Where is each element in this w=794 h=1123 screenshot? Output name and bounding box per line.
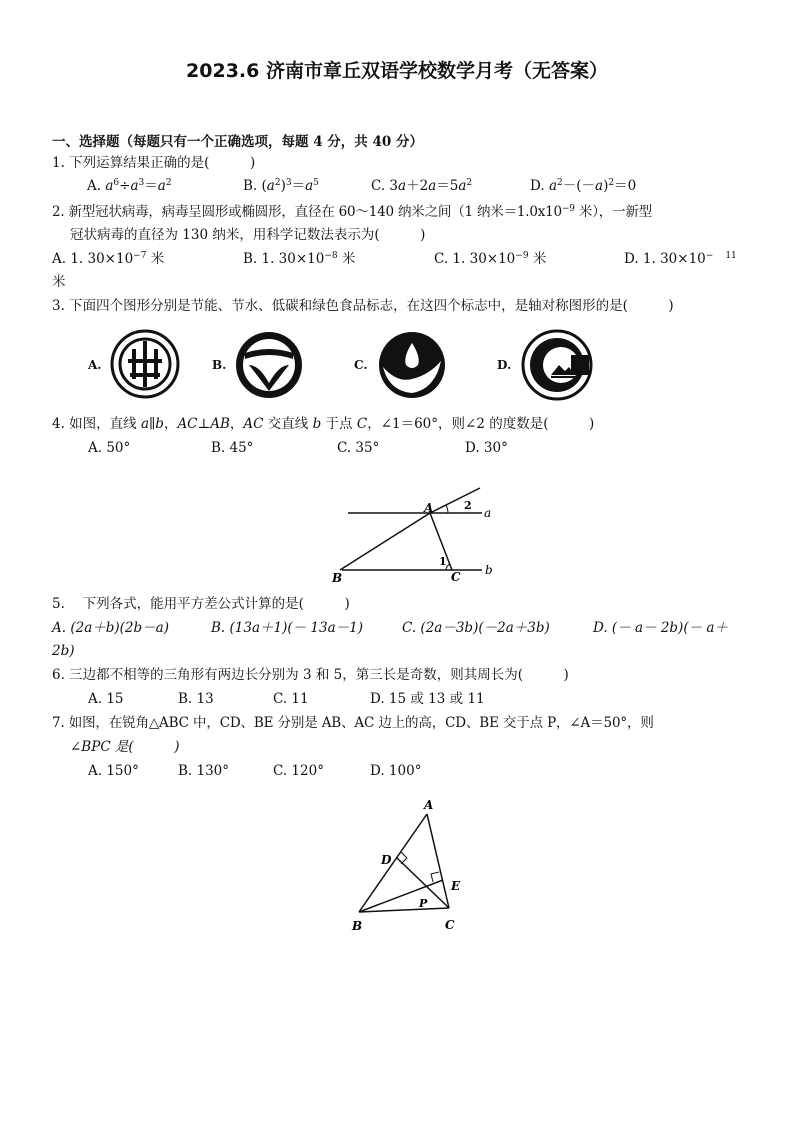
- label-A: A: [424, 501, 434, 515]
- label-E: E: [451, 879, 461, 893]
- q7-option-d: D. 100°: [370, 763, 422, 779]
- q4-figure: [330, 478, 510, 588]
- page-title: 2023.6 济南市章丘双语学校数学月考（无答案）: [186, 60, 608, 82]
- section-heading: 一、选择题（每题只有一个正确选项，每题 4 分，共 40 分）: [52, 134, 423, 150]
- q3-label-c: C.: [354, 358, 368, 372]
- q2-option-a: A. 1. $30\times 10^{-7}$ 米: [52, 251, 165, 267]
- q7-option-b: B. 130°: [178, 763, 230, 779]
- question-2-line-1: 2. 新型冠状病毒，病毒呈圆形或椭圆形，直径在 60～140 纳米之间（1 纳米$=1.0x10^{-9}$ 米），一新型: [52, 204, 652, 220]
- q6-option-b: B. 13: [178, 691, 214, 707]
- label-B: B: [332, 571, 343, 585]
- segment-ac: [427, 814, 449, 908]
- q4-option-d: D. 30°: [465, 440, 508, 456]
- q2-option-c: C. 1. $30\times 10^{-9}$ 米: [434, 251, 547, 267]
- q7-option-a: A. 150°: [88, 763, 139, 779]
- label-line-a: a: [484, 506, 492, 520]
- q1-option-d: D. $a^2-(-a)^2=0$: [530, 178, 637, 194]
- question-6-stem: 6. 三边都不相等的三角形有两边长分别为 3 和 5，第三长是奇数，则其周长为( ): [52, 667, 569, 683]
- q5-option-d: D. (－ a－ 2b)(－ a＋: [593, 620, 728, 636]
- segment-bc: [359, 908, 449, 912]
- q3-label-a: A.: [88, 358, 102, 372]
- question-3-stem: 3. 下面四个图形分别是节能、节水、低碳和绿色食品标志，在这四个标志中，是轴对称图形的是( ): [52, 298, 674, 314]
- water-saving-logo: [235, 331, 303, 399]
- altitude-be: [359, 880, 443, 912]
- question-5-stem: 5. 下列各式，能用平方差公式计算的是( ): [52, 596, 350, 612]
- label-P: P: [419, 897, 428, 910]
- q7-figure: [345, 796, 475, 941]
- q4-option-a: A. 50°: [88, 440, 131, 456]
- q1-option-a: A. $a^6\div a^3=a^2$: [87, 178, 172, 194]
- label-D: D: [381, 853, 392, 867]
- q1-option-b: B. $(a^2)^3=a^5$: [243, 178, 319, 194]
- q5-option-d-cont: 2b): [52, 643, 75, 659]
- segment-ab: [340, 513, 430, 570]
- question-4-stem: 4. 如图，直线 a∥b，AC⊥AB，AC 交直线 b 于点 C，∠1＝60°，则∠2 的度数是( ): [52, 416, 595, 432]
- green-food-logo: [521, 329, 593, 401]
- q5-option-b: B. (13a＋1)(－ 13a－1): [211, 620, 363, 636]
- segment-ab: [359, 814, 427, 912]
- question-1-stem: 1. 下列运算结果正确的是( ): [52, 155, 256, 171]
- q6-option-d: D. 15 或 13 或 11: [370, 691, 485, 707]
- energy-saving-logo: [110, 329, 180, 399]
- q6-option-a: A. 15: [88, 691, 124, 707]
- label-C: C: [445, 918, 455, 932]
- q4-option-c: C. 35°: [337, 440, 380, 456]
- label-angle-1: 1: [439, 555, 447, 568]
- q7-option-c: C. 120°: [273, 763, 324, 779]
- question-2-line-2: 冠状病毒的直径为 130 纳米，用科学记数法表示为( ): [70, 227, 426, 243]
- question-7-line-2: ∠BPC 是( ): [70, 739, 180, 755]
- label-angle-2: 2: [464, 499, 472, 512]
- q2-option-d-unit: 米: [52, 274, 66, 290]
- q5-option-c: C. (2a－3b)(－2a＋3b): [402, 620, 550, 636]
- q2-option-d: D. 1. 30×10− $^{11}$: [624, 251, 737, 267]
- q5-option-a: A. (2a＋b)(2b－a): [52, 620, 169, 636]
- right-angle-e: [431, 872, 439, 882]
- q3-label-b: B.: [212, 358, 227, 372]
- q3-label-d: D.: [497, 358, 512, 372]
- q2-option-b: B. 1. $30\times 10^{-8}$ 米: [243, 251, 356, 267]
- low-carbon-logo: [377, 331, 447, 399]
- ray-through-a: [430, 488, 480, 513]
- label-A: A: [424, 798, 434, 812]
- label-C: C: [451, 570, 461, 584]
- angle-2-arc: [446, 505, 448, 513]
- label-line-b: b: [485, 563, 493, 577]
- question-7-line-1: 7. 如图，在锐角△ABC 中，CD、BE 分别是 AB、AC 边上的高，CD、BE 交于点 P，∠A＝50°，则: [52, 715, 654, 731]
- q6-option-c: C. 11: [273, 691, 309, 707]
- q4-option-b: B. 45°: [211, 440, 254, 456]
- q1-option-c: C. $3a+2a=5a^2$: [371, 178, 473, 194]
- label-B: B: [352, 919, 363, 933]
